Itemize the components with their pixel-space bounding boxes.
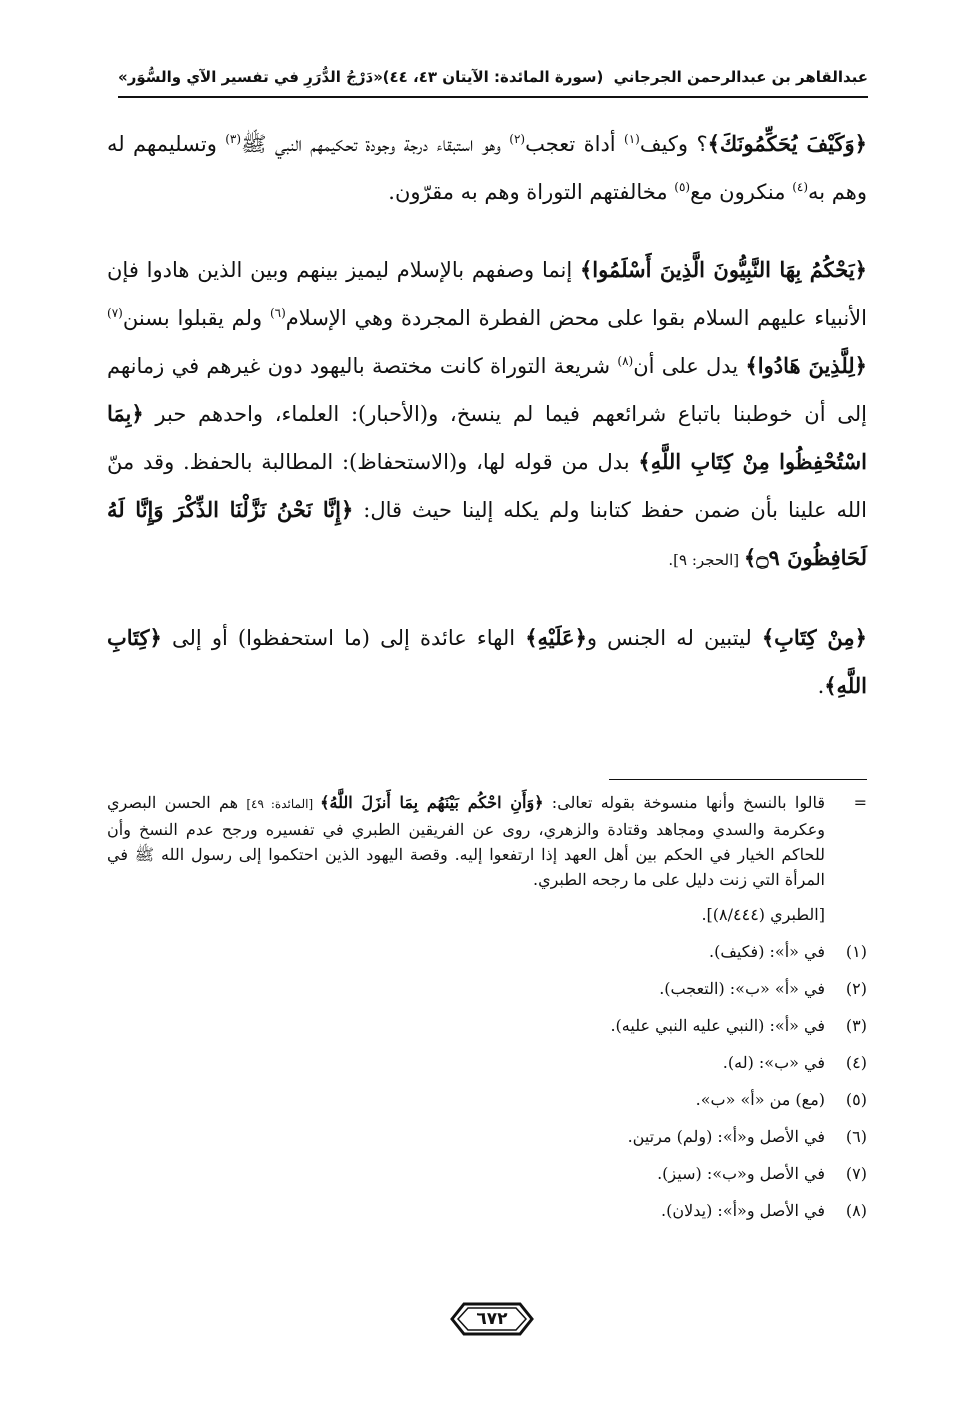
footnote-text: في «أ» «ب»: (التعجب).: [659, 979, 825, 998]
footnote-text: في «أ»: (النبي عليه النبي عليه).: [610, 1016, 825, 1035]
text-run: بدل من قوله لها، و(الاستحفاظ): المطالبة بالحفظ. وقد منّ الله علينا بأن ضمن حفظ كتابنا ولم يكله إلينا حيث قال:: [107, 450, 867, 522]
footnote-item: [107, 1118, 867, 1155]
quran-quote: ﴿وَكَيْفَ يُحَكِّمُونَكَ﴾: [707, 131, 867, 156]
footnote-number: (٣): [845, 1016, 867, 1035]
footnote-reference: [الطبري (٨/٤٤٤)].: [701, 905, 825, 924]
paragraph-1: [107, 120, 867, 216]
text-run: هم الحسن البصري وعكرمة والسدي ومجاهد وقتادة والزهري، روى عن الفريقين الطبري في تفسيره ورجح عدم النسخ وأن للحاكم الخيار في الحكم بين أهل العهد إذا ارتفعوا إليه. وقصة اليهود الذين احتكموا إلى رسول الله ﷺ في المرأة التي زنت دليل على ما رجحه الطبري.: [107, 793, 825, 889]
footnote-text: في «أ»: (فكيف).: [708, 942, 825, 961]
text-run: ليتبين له الجنس و: [586, 626, 762, 650]
footnote-number: (٢): [845, 979, 867, 998]
text-run: شريعة التوراة كانت مختصة باليهود دون غيرهم في زمانهم إلى أن خوطبنا باتباع شرائعهم فيما لم ينسخ، و(الأحبار): العلماء، واحدهم حبر: [107, 354, 867, 426]
footnote-item: [107, 1192, 867, 1229]
footnote-number: (٥): [845, 1090, 867, 1109]
text-run: أداة تعجب: [525, 132, 625, 156]
quran-quote: ﴿إِنَّا نَحْنُ نَزَّلْنَا الذِّكْرَ وَإِنَّا لَهُ لَحَافِظُونَ ۝٩﴾: [107, 497, 867, 570]
footnote-text: في «ب»: (له).: [722, 1053, 825, 1072]
footnote-item: [107, 1155, 867, 1192]
main-text: [107, 120, 867, 740]
paragraph-3: [107, 614, 867, 710]
footnote-item: [107, 1007, 867, 1044]
header-book-title: «دَرْجُ الدُّرَرِ في تفسير الآي والسُّوَر»: [118, 68, 383, 86]
text-run: وتسليمهم له وهم به: [107, 132, 867, 204]
page-number-ornament: [448, 1300, 536, 1338]
footnote-number: (٧): [845, 1164, 867, 1183]
footnote-marker: (٢): [509, 132, 526, 146]
page-number: ٦٧٢: [476, 1309, 508, 1329]
footnote-number: (٦): [845, 1127, 867, 1146]
footnote-item: [107, 1081, 867, 1118]
text-run: منكرون مع: [690, 180, 793, 204]
header-author: عبدالقاهر بن عبدالرحمن الجرجاني: [613, 68, 868, 86]
footnote-list: [107, 933, 867, 1229]
footnote-continuation: [107, 790, 867, 892]
text-run: ولم يقبلوا بسنن: [122, 306, 270, 330]
footnote-text: في الأصل و«ب»: (سيز).: [657, 1164, 825, 1183]
footnote-item: [107, 1044, 867, 1081]
text-run: قالوا بالنسخ وأنها منسوخة بقوله تعالى:: [543, 793, 825, 812]
quran-quote: ﴿عَلَيْهِ﴾: [525, 625, 587, 650]
quran-quote: ﴿مِنْ كِتَابِ﴾: [761, 625, 867, 650]
text-run: .: [817, 674, 825, 698]
footnote-number: (١): [845, 942, 867, 961]
running-header: [118, 60, 868, 98]
footnote-item: [107, 933, 867, 970]
continuation-mark: =: [853, 793, 867, 812]
header-surah: (سورة المائدة: الآيتان ٤٣، ٤٤): [382, 68, 604, 86]
paragraph-2: [107, 246, 867, 584]
quran-quote: ﴿بِمَا اسْتُحْفِظُوا مِنْ كِتَابِ اللَّهِ﴾: [107, 401, 867, 474]
footnote-text: (مع) من «أ» «ب».: [695, 1090, 825, 1109]
quran-quote: ﴿كِتَابِ اللَّهِ﴾: [107, 625, 867, 698]
text-run: إنما وصفهم بالإسلام ليميز بينهم وبين الذين هادوا فإن الأنبياء عليهم السلام بقوا على محض الفطرة المجردة وهي الإسلام: [107, 258, 867, 330]
footnote-marker: (١): [624, 132, 640, 146]
text-run: يدل على أن: [633, 354, 746, 378]
verse-reference: [الحجر: ٩].: [668, 551, 744, 569]
footnote-marker: (٥): [674, 180, 691, 194]
quran-quote: ﴿وَأَنِ احْكُم بَيْنَهُم بِمَا أَنزَلَ اللَّهُ﴾: [320, 793, 544, 812]
footnote-marker: (٤): [792, 180, 809, 194]
text-run: الهاء عائدة إلى (ما استحفظوا) أو إلى: [161, 626, 526, 650]
footnote-marker: (٦): [269, 306, 286, 320]
footnote-text: في الأصل و«أ»: (ولم) مرتين.: [627, 1127, 825, 1146]
footnote-text: في الأصل و«أ»: (يدلان).: [661, 1201, 825, 1220]
verse-reference: [المائدة: ٤٩]: [246, 797, 321, 811]
footnote-number: (٨): [845, 1201, 867, 1220]
text-run: مخالفتهم التوراة وهم به مقرّون.: [388, 180, 675, 204]
footnote-marker: (٨): [617, 354, 634, 368]
footnote-number: (٤): [845, 1053, 867, 1072]
quran-quote: ﴿يَحْكُمُ بِهَا النَّبِيُّونَ الَّذِينَ أَسْلَمُوا﴾: [579, 257, 867, 282]
text-run: ؟ وكيف: [639, 132, 708, 156]
footnote-separator: [609, 779, 867, 780]
footnotes: [107, 790, 867, 1229]
quran-quote: ﴿لِلَّذِينَ هَادُوا﴾: [745, 353, 867, 378]
footnote-marker: (٧): [107, 306, 123, 320]
footnote-item: [107, 970, 867, 1007]
footnote-marker: (٣): [225, 132, 242, 146]
text-run: وهو استبقاء درجة وجودة تحكيمهم النبي ﷺ: [241, 132, 510, 156]
